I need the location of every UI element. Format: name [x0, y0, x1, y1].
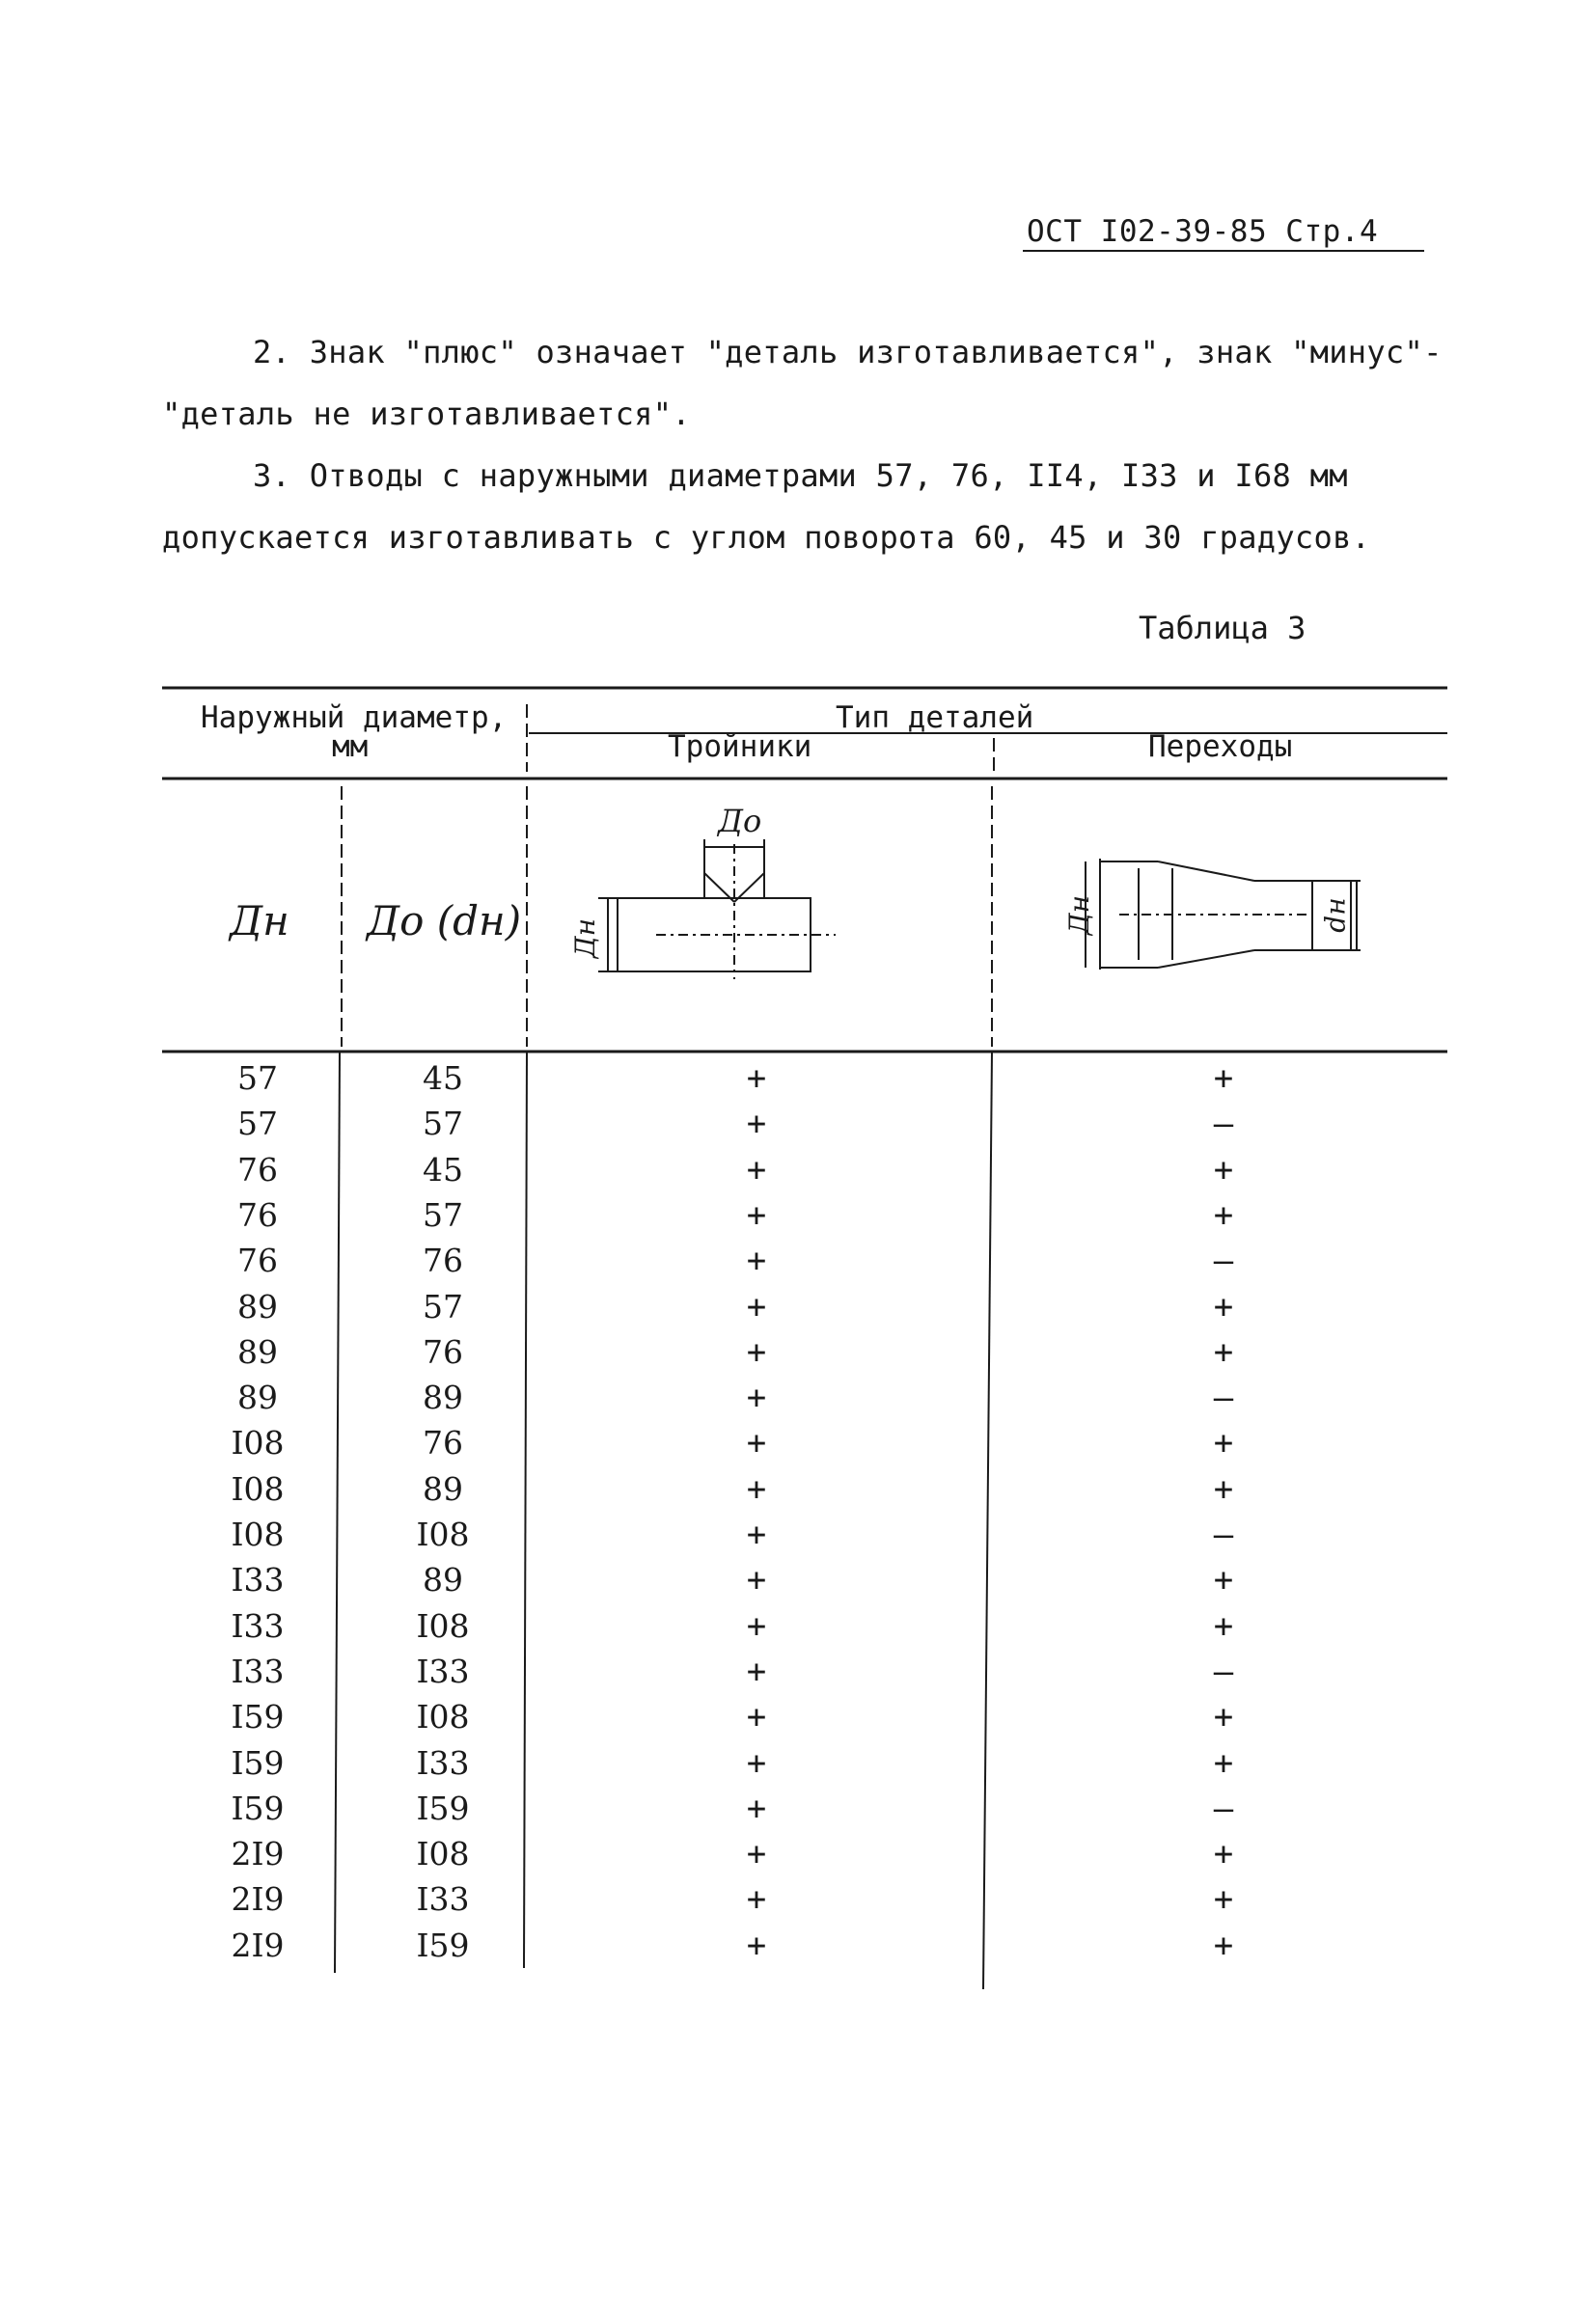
table-cell-tee: + [746, 1333, 767, 1372]
table-cell-dn: I59 [231, 1790, 285, 1827]
table-cell-reducer: + [1213, 1059, 1234, 1098]
table-cell-reducer: – [1213, 1379, 1234, 1417]
table-cell-tee: + [746, 1288, 767, 1326]
table-cell-do: I08 [416, 1835, 470, 1873]
header-tees: Тройники [668, 729, 812, 764]
table-cell-reducer: + [1213, 1470, 1234, 1509]
table-cell-do: 57 [423, 1196, 463, 1234]
table-cell-reducer: – [1213, 1105, 1234, 1143]
table-cell-do: 45 [423, 1059, 463, 1097]
table-cell-do: I08 [416, 1698, 470, 1736]
table-cell-do: 57 [423, 1105, 463, 1142]
column-symbol-do: До (dн) [367, 897, 522, 944]
table-cell-reducer: + [1213, 1151, 1234, 1189]
note-3-line-1: 3. Отводы с наружными диаметрами 57, 76, II4, I33 и I68 мм [253, 457, 1348, 494]
table-cell-tee: + [746, 1653, 767, 1691]
table-cell-reducer: – [1213, 1790, 1234, 1828]
table-cell-reducer: + [1213, 1288, 1234, 1326]
table-cell-reducer: + [1213, 1698, 1234, 1736]
table-cell-dn: I08 [231, 1516, 285, 1553]
table-cell-do: 89 [423, 1379, 463, 1416]
table-cell-dn: 57 [237, 1105, 278, 1142]
table-cell-dn: I59 [231, 1698, 285, 1736]
table-cell-reducer: + [1213, 1607, 1234, 1646]
table-cell-tee: + [746, 1424, 767, 1463]
note-3-line-2: допускается изготавливать с углом поворота 60, 45 и 30 градусов. [162, 519, 1371, 556]
table-cell-reducer: + [1213, 1927, 1234, 1965]
table-cell-do: I33 [416, 1880, 470, 1918]
table-cell-tee: + [746, 1059, 767, 1098]
document-code: ОСТ I02-39-85 Стр.4 [1027, 214, 1379, 249]
table-cell-tee: + [746, 1744, 767, 1783]
table-cell-do: 57 [423, 1288, 463, 1326]
reducer-label-dn-small: dн [1319, 897, 1352, 933]
table-cell-reducer: + [1213, 1333, 1234, 1372]
tee-label-dn: Дн [569, 917, 602, 959]
table-cell-reducer: – [1213, 1653, 1234, 1691]
table-cell-reducer: + [1213, 1196, 1234, 1235]
table-cell-dn: 89 [237, 1379, 278, 1416]
table-cell-do: I59 [416, 1790, 470, 1827]
table-cell-dn: 57 [237, 1059, 278, 1097]
table-cell-do: I08 [416, 1516, 470, 1553]
header-outer-diameter: Наружный диаметр, [201, 700, 508, 735]
table-cell-dn: 76 [237, 1151, 278, 1189]
table-cell-dn: 89 [237, 1288, 278, 1326]
table-cell-do: 76 [423, 1333, 463, 1371]
table-cell-reducer: – [1213, 1242, 1234, 1280]
table-cell-reducer: + [1213, 1835, 1234, 1873]
tee-diagram [598, 839, 836, 979]
table-cell-tee: + [746, 1561, 767, 1599]
table-cell-tee: + [746, 1242, 767, 1280]
table-cell-tee: + [746, 1790, 767, 1828]
table-cell-do: I33 [416, 1744, 470, 1782]
tee-label-do: До [718, 803, 762, 839]
table-cell-dn: I59 [231, 1744, 285, 1782]
table-cell-tee: + [746, 1698, 767, 1736]
table-cell-tee: + [746, 1835, 767, 1873]
table-cell-dn: 76 [237, 1242, 278, 1279]
table-cell-tee: + [746, 1151, 767, 1189]
table-cell-tee: + [746, 1196, 767, 1235]
table-caption: Таблица 3 [1139, 610, 1306, 646]
table-cell-reducer: + [1213, 1880, 1234, 1919]
table-cell-do: 89 [423, 1470, 463, 1508]
note-2-line-1: 2. Знак "плюс" означает "деталь изготавливается", знак "минус"- [253, 334, 1443, 370]
table-cell-reducer: – [1213, 1516, 1234, 1554]
table-cell-do: I08 [416, 1607, 470, 1645]
table-cell-dn: 2I9 [231, 1880, 285, 1918]
reducer-label-dn: Дн [1063, 894, 1096, 936]
table-cell-tee: + [746, 1607, 767, 1646]
table-cell-tee: + [746, 1927, 767, 1965]
table-cell-tee: + [746, 1880, 767, 1919]
header-reducers: Переходы [1148, 729, 1293, 764]
table-cell-do: 76 [423, 1242, 463, 1279]
table-cell-dn: 2I9 [231, 1835, 285, 1873]
table-cell-dn: 76 [237, 1196, 278, 1234]
table-cell-dn: 2I9 [231, 1927, 285, 1964]
table-cell-dn: I33 [231, 1653, 285, 1690]
table-cell-tee: + [746, 1516, 767, 1554]
table-cell-dn: I08 [231, 1424, 285, 1462]
table-cell-do: 45 [423, 1151, 463, 1189]
table-cell-dn: I33 [231, 1607, 285, 1645]
table-cell-do: I59 [416, 1927, 470, 1964]
table-cell-do: 76 [423, 1424, 463, 1462]
table-cell-tee: + [746, 1470, 767, 1509]
table-cell-dn: 89 [237, 1333, 278, 1371]
table-cell-reducer: + [1213, 1561, 1234, 1599]
note-2-line-2: "деталь не изготавливается". [162, 396, 691, 432]
column-symbol-dn: Дн [230, 897, 289, 944]
table-cell-reducer: + [1213, 1744, 1234, 1783]
table-cell-tee: + [746, 1105, 767, 1143]
table-cell-do: 89 [423, 1561, 463, 1599]
table-cell-dn: I08 [231, 1470, 285, 1508]
header-unit: мм [332, 729, 369, 764]
table-cell-tee: + [746, 1379, 767, 1417]
table-cell-reducer: + [1213, 1424, 1234, 1463]
header-part-type: Тип деталей [836, 700, 1034, 735]
table-cell-do: I33 [416, 1653, 470, 1690]
table-cell-dn: I33 [231, 1561, 285, 1599]
